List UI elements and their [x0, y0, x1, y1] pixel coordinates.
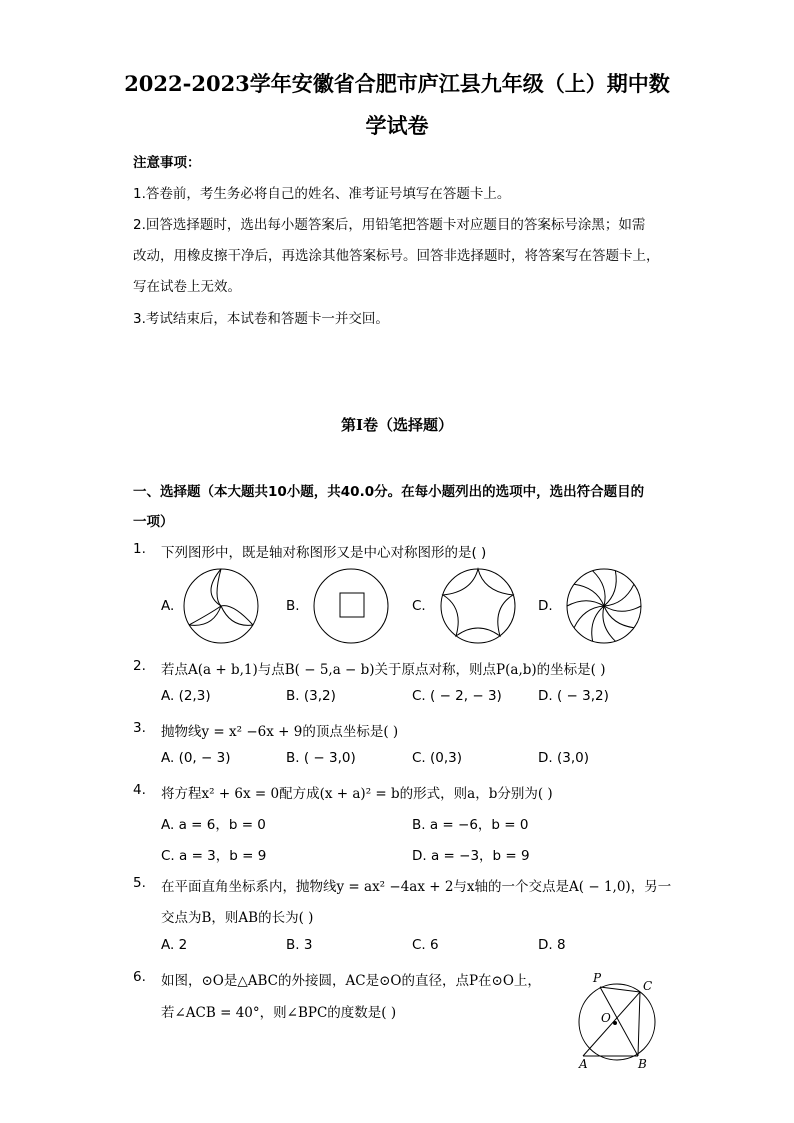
q6-stem-line2: 若∠ACB = 40°，则∠BPC的度数是( )	[161, 1005, 397, 1021]
q5-stem-line1: 在平面直角坐标系内，抛物线y = ax² −4ax + 2与x轴的一个交点是A( − 1,0)，另一	[161, 879, 672, 895]
pinwheel-arc	[604, 606, 634, 628]
q3-option-b: B. ( − 3,0)	[286, 750, 356, 766]
q3-number: 3.	[133, 720, 146, 736]
notice-item2-line3: 写在试卷上无效。	[133, 279, 241, 295]
q1-figure-d	[566, 568, 642, 644]
notice-item3: 3.考试结束后，本试卷和答题卡一并交回。	[133, 311, 389, 327]
page-title-line2: 学试卷	[365, 113, 429, 138]
q5-option-d: D. 8	[538, 937, 566, 953]
q5-number: 5.	[133, 875, 146, 891]
pinwheel-arc	[574, 584, 604, 606]
circle-o	[579, 984, 655, 1060]
pinwheel-arc	[603, 606, 615, 641]
section-heading-line1: 一、选择题（本大题共10小题，共40.0分。在每小题列出的选项中，选出符合题目的	[133, 484, 645, 500]
section-heading-line2: 一项）	[133, 514, 174, 530]
pinwheel-arc	[604, 571, 616, 606]
q3-stem: 抛物线y = x² −6x + 9的顶点坐标是( )	[161, 724, 399, 740]
notice-item1: 1.答卷前，考生务必将自己的姓名、准考证号填写在答题卡上。	[133, 186, 511, 202]
q1-option-b-label: B.	[286, 598, 300, 614]
q5-option-a: A. 2	[161, 937, 188, 953]
q1-figure-b	[313, 568, 389, 644]
q2-option-c: C. ( − 2, − 3)	[412, 688, 502, 704]
q6-stem-line1: 如图，⊙O是△ABC的外接圆，AC是⊙O的直径，点P在⊙O上，	[161, 973, 541, 989]
q3-option-c: C. (0,3)	[412, 750, 463, 766]
q2-option-b: B. (3,2)	[286, 688, 336, 704]
q2-option-d: D. ( − 3,2)	[538, 688, 609, 704]
label-c: C	[643, 979, 653, 993]
q5-option-c: C. 6	[412, 937, 439, 953]
q5-stem-line2: 交点为B，则AB的长为( )	[161, 910, 314, 926]
q3-option-d: D. (3,0)	[538, 750, 589, 766]
q4-option-a: A. a = 6，b = 0	[161, 817, 266, 833]
q1-option-a-label: A.	[161, 598, 175, 614]
q2-number: 2.	[133, 658, 146, 674]
q1-figure-a	[183, 568, 259, 644]
q2-stem: 若点A(a + b,1)与点B( − 5,a − b)关于原点对称，则点P(a,b)的坐标是( )	[161, 662, 606, 678]
center-point-o	[613, 1021, 617, 1025]
pinwheel-arc	[593, 571, 605, 606]
q4-option-c: C. a = 3，b = 9	[161, 848, 267, 864]
q3-option-a: A. (0, − 3)	[161, 750, 231, 766]
q6-figure	[575, 971, 665, 1071]
q1-option-c-label: C.	[412, 598, 426, 614]
pinwheel-arc	[604, 584, 634, 606]
pinwheel-arc	[567, 601, 604, 606]
label-o: O	[601, 1011, 611, 1025]
pinwheel-arc	[574, 606, 604, 628]
pinwheel-arc	[592, 606, 604, 641]
q1-number: 1.	[133, 541, 146, 557]
q4-stem: 将方程x² + 6x = 0配方成(x + a)² = b的形式，则a，b分别为( )	[161, 786, 553, 802]
notice-item2-line2: 改动，用橡皮擦干净后，再选涂其他答案标号。回答非选择题时，将答案写在答题卡上，	[133, 248, 660, 264]
pinwheel-arc	[604, 606, 641, 611]
q6-number: 6.	[133, 969, 146, 985]
segment-bc	[638, 992, 640, 1056]
q4-number: 4.	[133, 782, 146, 798]
q1-figure-c	[440, 568, 516, 644]
q1-option-d-label: D.	[538, 598, 553, 614]
q5-option-b: B. 3	[286, 937, 313, 953]
notice-heading: 注意事项：	[133, 155, 201, 171]
label-b: B	[638, 1057, 647, 1071]
label-a: A	[579, 1057, 588, 1071]
part-title: 第I卷（选择题）	[340, 416, 454, 434]
page-title-line1: 2022-2023学年安徽省合肥市庐江县九年级（上）期中数	[124, 71, 670, 96]
q1-stem: 下列图形中，既是轴对称图形又是中心对称图形的是( )	[161, 545, 487, 561]
q4-option-d: D. a = −3，b = 9	[412, 848, 530, 864]
segment-ac	[583, 992, 640, 1056]
notice-item2-line1: 2.回答选择题时，选出每小题答案后，用铅笔把答题卡对应题目的答案标号涂黑；如需	[133, 217, 646, 233]
q4-option-b: B. a = −6，b = 0	[412, 817, 529, 833]
q2-option-a: A. (2,3)	[161, 688, 211, 704]
label-p: P	[593, 971, 602, 985]
